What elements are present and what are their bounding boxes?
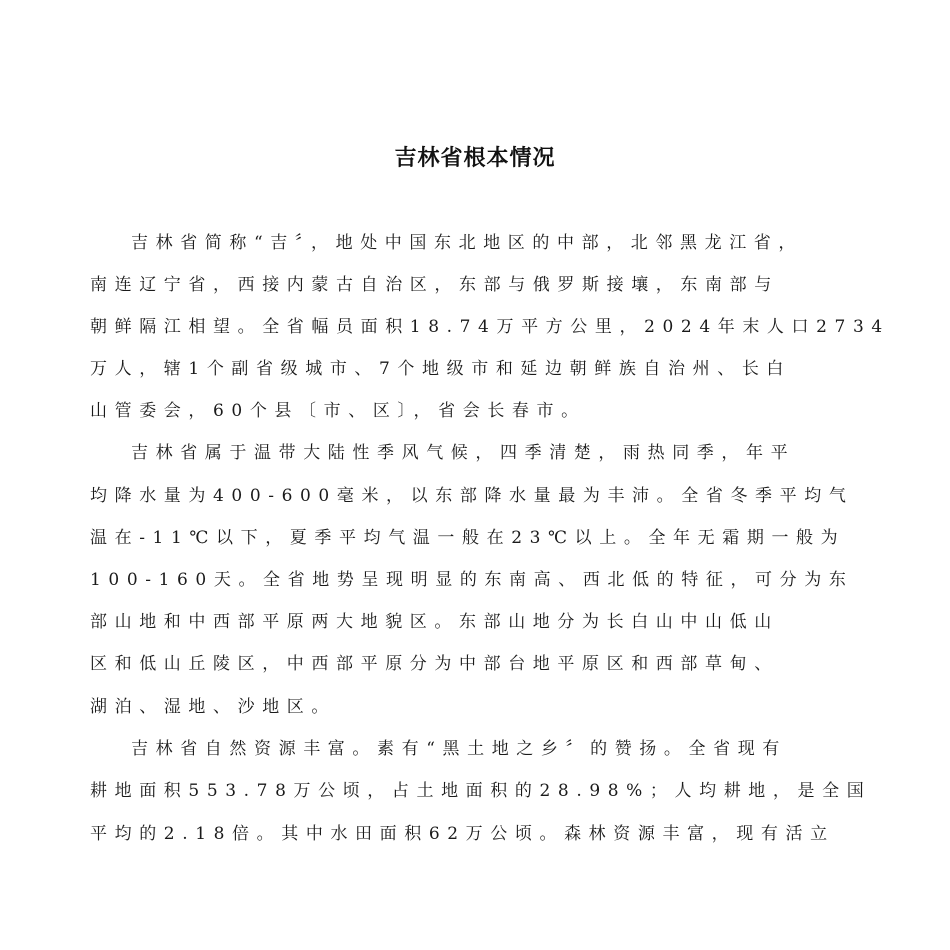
paragraph-1-line-3: 朝鲜隔江相望。全省幅员面积18.74万平方公里，2024年末人口2734 (90, 317, 890, 337)
paragraph-2-line-2: 均降水量为400-600毫米，以东部降水量最为丰沛。全省冬季平均气 (90, 486, 854, 506)
paragraph-2-line-5: 部山地和中西部平原两大地貌区。东部山地分为长白山中山低山 (90, 612, 779, 632)
paragraph-3-line-3: 平均的2.18倍。其中水田面积62万公顷。森林资源丰富，现有活立 (90, 824, 835, 844)
document-title: 吉林省根本情况 (394, 146, 556, 171)
paragraph-2-line-1: 吉林省属于温带大陆性季风气候，四季清楚，雨热同季，年平 (131, 443, 796, 463)
paragraph-2-line-4: 100-160天。全省地势呈现明显的东南高、西北低的特征，可分为东 (90, 570, 854, 590)
paragraph-1-line-1: 吉林省简称“吉〞，地处中国东北地区的中部，北邻黑龙江省， (131, 233, 803, 253)
paragraph-1-line-2: 南连辽宁省，西接内蒙古自治区，东部与俄罗斯接壤，东南部与 (90, 275, 779, 295)
paragraph-1-line-5: 山管委会，60个县〔市、区〕，省会长春市。 (90, 401, 586, 421)
paragraph-3-line-1: 吉林省自然资源丰富。素有“黑土地之乡〞的赞扬。全省现有 (131, 739, 787, 759)
paragraph-2-line-7: 湖泊、湿地、沙地区。 (90, 697, 336, 717)
paragraph-2-line-3: 温在-11℃以下，夏季平均气温一般在23℃以上。全年无霜期一般为 (90, 528, 846, 548)
paragraph-1-line-4: 万人，辖1个副省级城市、7个地级市和延边朝鲜族自治州、长白 (90, 359, 792, 379)
paragraph-3-line-2: 耕地面积553.78万公顷，占土地面积的28.98%；人均耕地，是全国 (90, 781, 872, 801)
paragraph-2-line-6: 区和低山丘陵区，中西部平原分为中部台地平原区和西部草甸、 (90, 654, 779, 674)
